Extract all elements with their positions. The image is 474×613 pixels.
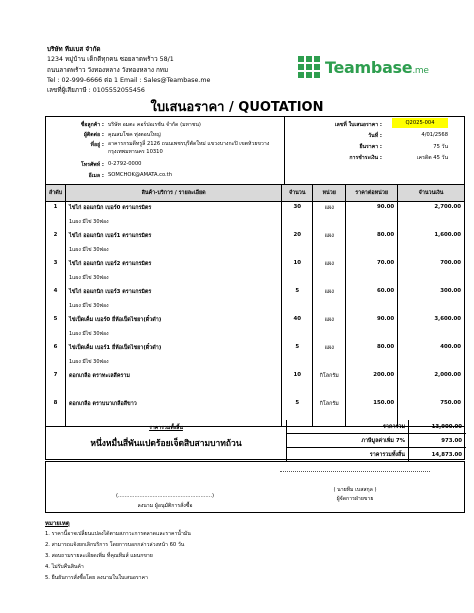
customer-address: อาคารกรมดีทรูลี่ 2126 ถนนเพชรบุรีตัดใหม่ แขวงบางกะปิ เขตห้วยขวาง กรุงเทพมหานคร 10310 — [108, 141, 270, 155]
row-no: 2 — [46, 230, 66, 258]
row-unit: กิโลกรัม — [313, 370, 346, 398]
quotation-no-label: เลขที่ ใบเสนอราคา : — [334, 122, 382, 128]
customer-signature-line: (.........................................................) — [115, 493, 215, 499]
row-no: 7 — [46, 370, 66, 398]
amount-in-words-label: ราคารวมทั้งสิ้น — [149, 425, 183, 431]
vat-label: ภาษีมูลค่าเพิ่ม 7% — [287, 434, 409, 447]
company-contact: Tel : 02-999-6666 ต่อ 1 Email : Sales@Teambase.me — [47, 76, 211, 84]
contact-name: คุณสมโชค ทุ่งตอนใหญ่ — [108, 132, 161, 138]
row-unit: แผง — [313, 314, 346, 342]
grand-total-label: ราคารวมทั้งสิ้น — [287, 448, 409, 461]
grand-total-row — [286, 448, 466, 461]
row-unit: แผง — [313, 202, 346, 231]
subtotal-row — [286, 420, 466, 434]
row-no: 4 — [46, 286, 66, 314]
note-item: 2. สามารถแจ้งยกเลิกบริการ โดยการบอกกล่าวล่วงหน้า 60 วัน — [45, 542, 185, 548]
subtotal-label: ราคารวม — [287, 420, 409, 433]
notes-title: หมายเหตุ — [45, 520, 70, 527]
row-description: ไข่ไก่ ออแกนิก เบอร์1 ตราแกรมิตร — [68, 233, 152, 239]
table-row — [46, 202, 465, 231]
row-subdescription: 1แผง มีไข่ 30ฟอง — [68, 219, 109, 225]
row-qty: 10 — [282, 370, 313, 398]
amount-in-words: หนึ่งหมื่นสี่พันแปดร้อยเจ็ดสิบสามบาทถ้วน — [90, 439, 242, 449]
customer-signature-caption: ลงนาม ผู้อนุมัติการสั่งซื้อ — [137, 503, 193, 509]
row-unit-price: 60.00 — [346, 286, 398, 314]
company-address-line1: 1234 หมู่บ้าน เด็กดีทุกคน ซอยลาดพร้าว 58/1 — [47, 56, 174, 64]
row-amount: 750.00 — [398, 398, 465, 427]
note-item: 3. สอบถามรายละเอียดเพิ่ม ที่คุณทีมส์ แผนกขาย — [45, 553, 153, 559]
header-unit-price: ราคาต่อหน่วย — [346, 185, 398, 202]
row-qty: 5 — [282, 342, 313, 370]
row-unit: แผง — [313, 230, 346, 258]
row-qty: 30 — [282, 202, 313, 231]
row-no: 5 — [46, 314, 66, 342]
row-amount: 2,000.00 — [398, 370, 465, 398]
row-unit-price: 80.00 — [346, 230, 398, 258]
row-unit-price: 200.00 — [346, 370, 398, 398]
teambase-logo — [298, 56, 429, 78]
table-row — [46, 314, 465, 342]
customer-name: บริษัท อมตะ คอร์ปอเรชัน จำกัด (มหาชน) — [108, 122, 201, 128]
logo-grid-icon — [298, 56, 320, 78]
vat-row — [286, 434, 466, 448]
customer-name-label: ชื่อลูกค้า : — [80, 122, 104, 128]
subtotal-value: 13,900.00 — [431, 423, 462, 430]
table-row — [46, 286, 465, 314]
row-subdescription: 1แผง มีไข่ 30ฟอง — [68, 303, 109, 309]
logo-suffix: .me — [412, 65, 429, 76]
quotation-no: Q2025-004 — [392, 118, 448, 128]
totals-section — [45, 420, 465, 460]
row-qty: 20 — [282, 230, 313, 258]
row-qty: 5 — [282, 398, 313, 427]
company-name: บริษัท ทีมเบส จำกัด — [47, 46, 101, 53]
header-no: ลำดับ — [46, 185, 66, 202]
company-tax-id: เลขที่ผู้เสียภาษี : 0105552055456 — [47, 87, 145, 95]
row-unit-price: 150.00 — [346, 398, 398, 427]
address-label: ที่อยู่ : — [90, 142, 104, 148]
quotation-date: 4/01/2568 — [421, 132, 448, 138]
row-subdescription: 1แผง มีไข่ 30ฟอง — [68, 275, 109, 281]
row-unit-price: 70.00 — [346, 258, 398, 286]
row-description: ดอกเกลือ ตราทะเลสีคราม — [68, 373, 130, 379]
items-table — [45, 184, 465, 427]
email-label: อีเมล : — [88, 173, 104, 179]
seller-name: ( นายทีม เบสสกุล ) — [333, 487, 377, 493]
table-row — [46, 258, 465, 286]
row-unit: กิโลกรัม — [313, 398, 346, 427]
row-amount: 3,600.00 — [398, 314, 465, 342]
row-amount: 700.00 — [398, 258, 465, 286]
row-amount: 2,700.00 — [398, 202, 465, 231]
row-amount: 300.00 — [398, 286, 465, 314]
row-subdescription: 1แผง มีไข่ 30ฟอง — [68, 331, 109, 337]
payment-terms: เครดิต 45 วัน — [416, 155, 448, 161]
row-unit: แผง — [313, 258, 346, 286]
row-qty: 5 — [282, 286, 313, 314]
row-no: 6 — [46, 342, 66, 370]
row-qty: 10 — [282, 258, 313, 286]
row-no: 8 — [46, 398, 66, 427]
payment-label: การชำระเงิน : — [349, 155, 382, 161]
row-unit: แผง — [313, 342, 346, 370]
company-info — [47, 45, 210, 96]
customer-email: SOMCHOK@AMATA.co.th — [108, 172, 172, 178]
row-description: ดอกเกลือ ตราบนาเกลือสีขาว — [68, 401, 137, 407]
note-item: 5. ยืนยันการสั่งซื้อโดย ลงนามในใบเสนอราคา — [45, 575, 148, 581]
customer-tel: 0-2792-0000 — [108, 161, 142, 167]
seller-signature-line — [280, 471, 430, 472]
valid-period: 75 วัน — [433, 144, 448, 150]
row-description: ไข่ไก่ ออแกนิก เบอร์2 ตราแกรมิตร — [68, 261, 152, 267]
header-description: สินค้า-บริการ / รายละเอียด — [65, 185, 281, 202]
row-subdescription: 1แผง มีไข่ 30ฟอง — [68, 359, 109, 365]
table-row — [46, 230, 465, 258]
date-label: วันที่ : — [368, 133, 382, 139]
row-qty: 40 — [282, 314, 313, 342]
table-header-row — [46, 185, 465, 202]
row-no: 1 — [46, 202, 66, 231]
document-title: ใบเสนอราคา / QUOTATION — [150, 100, 324, 115]
company-address-line2: ถนนลาดพร้าว วังทองหลาง วังทองหลาง กทม — [47, 66, 169, 74]
vat-value: 973.00 — [441, 437, 462, 444]
info-divider — [284, 116, 285, 186]
row-unit-price: 90.00 — [346, 202, 398, 231]
note-item: 1. ราคานี้อาจเปลี่ยนแปลงได้ตามสภาวะการตลาดและราคาน้ำมัน — [45, 531, 191, 537]
table-row — [46, 342, 465, 370]
valid-label: ยืนราคา : — [359, 144, 382, 150]
row-unit-price: 80.00 — [346, 342, 398, 370]
row-description: ไข่เป็ดเค็ม เบอร์1 ยี่ห้อเป็ดไชยา(ดิ๋วดำ) — [68, 345, 162, 351]
row-description: ไข่ไก่ ออแกนิก เบอร์0 ตราแกรมิตร — [68, 205, 152, 211]
header-amount: จำนวนเงิน — [398, 185, 465, 202]
seller-title: ผู้จัดการฝ่ายขาย — [336, 496, 374, 502]
logo-text: Teambase — [325, 57, 413, 77]
header-qty: จำนวน — [282, 185, 313, 202]
contact-label: ผู้ติดต่อ : — [83, 132, 104, 138]
row-subdescription: 1แผง มีไข่ 30ฟอง — [68, 247, 109, 253]
row-unit: แผง — [313, 286, 346, 314]
row-amount: 400.00 — [398, 342, 465, 370]
note-item: 4. ไม่รับคืนสินค้า — [45, 564, 84, 570]
row-description: ไข่เป็ดเค็ม เบอร์0 ยี่ห้อเป็ดไชยา(ดิ๋วดำ) — [68, 317, 162, 323]
row-description: ไข่ไก่ ออแกนิก เบอร์3 ตราแกรมิตร — [68, 289, 152, 295]
row-no: 3 — [46, 258, 66, 286]
tel-label: โทรศัพท์ : — [80, 162, 104, 168]
row-amount: 1,600.00 — [398, 230, 465, 258]
header-unit: หน่วย — [313, 185, 346, 202]
row-unit-price: 90.00 — [346, 314, 398, 342]
grand-total-value: 14,873.00 — [431, 451, 462, 458]
notes-section — [45, 518, 191, 584]
table-row — [46, 370, 465, 398]
